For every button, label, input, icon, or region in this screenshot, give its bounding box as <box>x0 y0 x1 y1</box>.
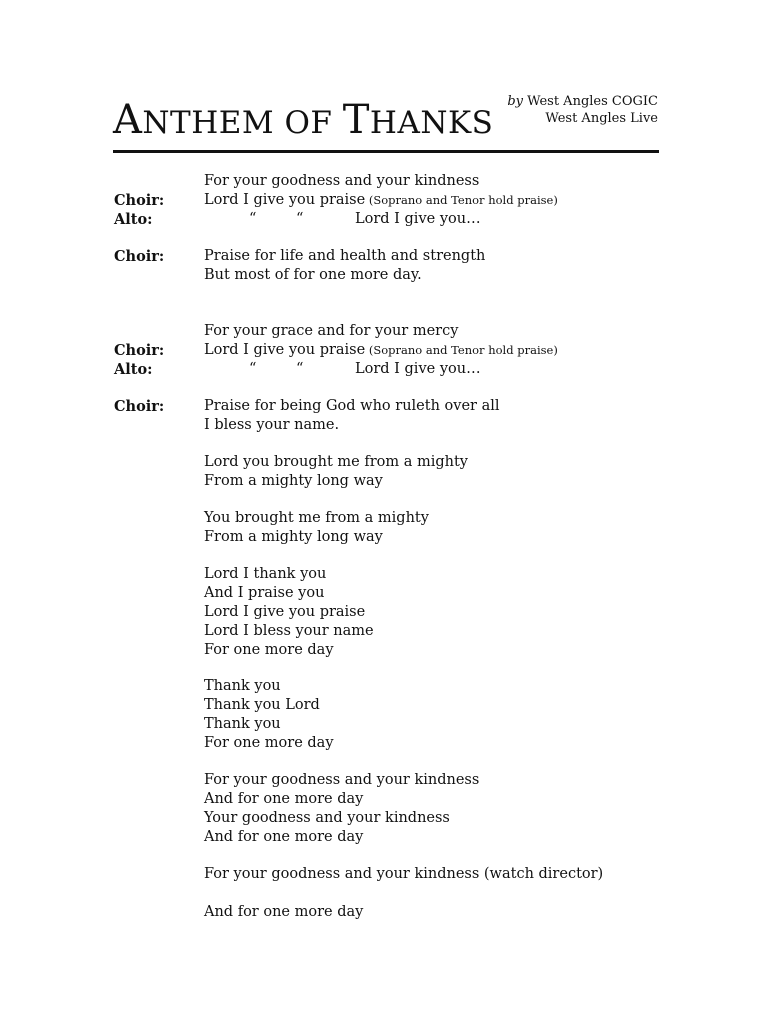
lyric-text: Praise for being God who ruleth over all <box>204 398 500 414</box>
lyric-text: And for one more day <box>204 829 364 845</box>
page-title: ANTHEM OF THANKS <box>113 97 494 143</box>
ditto-mark: “ <box>296 361 304 377</box>
ditto-mark: “ <box>296 211 304 227</box>
lyric-text: And I praise you <box>204 585 325 601</box>
lyric-text: From a mighty long way <box>204 529 383 545</box>
by-label: by <box>507 94 524 109</box>
lyric-text: For one more day <box>204 642 334 658</box>
part-label-choir: Choir: <box>114 248 165 265</box>
lyric-text: From a mighty long way <box>204 473 383 489</box>
artist-line <box>507 93 658 110</box>
part-label-choir: Choir: <box>114 342 165 359</box>
ditto-mark: “ <box>249 361 257 377</box>
lyric-text: Praise for life and health and strength <box>204 248 486 264</box>
part-label-alto: Alto: <box>114 361 153 378</box>
performance-note: (Soprano and Tenor hold praise) <box>365 193 558 207</box>
lyric-text: For your goodness and your kindness <box>204 772 480 788</box>
part-label-alto: Alto: <box>114 211 153 228</box>
part-label-choir: Choir: <box>114 398 165 415</box>
lyric-text: Your goodness and your kindness <box>204 810 450 826</box>
lyric-text: And for one more day <box>204 904 364 920</box>
lyric-text: Lord I bless your name <box>204 623 374 639</box>
song-credit <box>507 93 658 127</box>
artist-name: West Angles COGIC <box>523 94 658 109</box>
lyric-text: Lord I give you praise (Soprano and Tenor hold praise) <box>204 342 558 358</box>
lyric-text: I bless your name. <box>204 417 340 433</box>
performance-note: (Soprano and Tenor hold praise) <box>365 343 558 357</box>
lyric-text: Thank you <box>204 716 281 732</box>
lyric-text: For your goodness and your kindness (watch director) <box>204 866 604 882</box>
title-divider <box>113 150 659 153</box>
album-name: West Angles Live <box>545 111 658 126</box>
lyric-text: Lord I give you praise <box>204 604 366 620</box>
lyric-text: Thank you Lord <box>204 697 320 713</box>
lyric-text: Lord I thank you <box>204 566 327 582</box>
lyric-text: You brought me from a mighty <box>204 510 429 526</box>
lyric-text: For your grace and for your mercy <box>204 323 459 339</box>
lyric-text: Lord I give you… <box>355 211 481 227</box>
lyric-text: For one more day <box>204 735 334 751</box>
lyric-text: For your goodness and your kindness <box>204 173 480 189</box>
lyric-text: Lord you brought me from a mighty <box>204 454 468 470</box>
ditto-mark: “ <box>249 211 257 227</box>
lyric-text: Lord I give you… <box>355 361 481 377</box>
lyric-text: But most of for one more day. <box>204 267 422 283</box>
lyric-text: Thank you <box>204 678 281 694</box>
lyric-text: And for one more day <box>204 791 364 807</box>
lyric-text: Lord I give you praise (Soprano and Tenor hold praise) <box>204 192 558 208</box>
part-label-choir: Choir: <box>114 192 165 209</box>
